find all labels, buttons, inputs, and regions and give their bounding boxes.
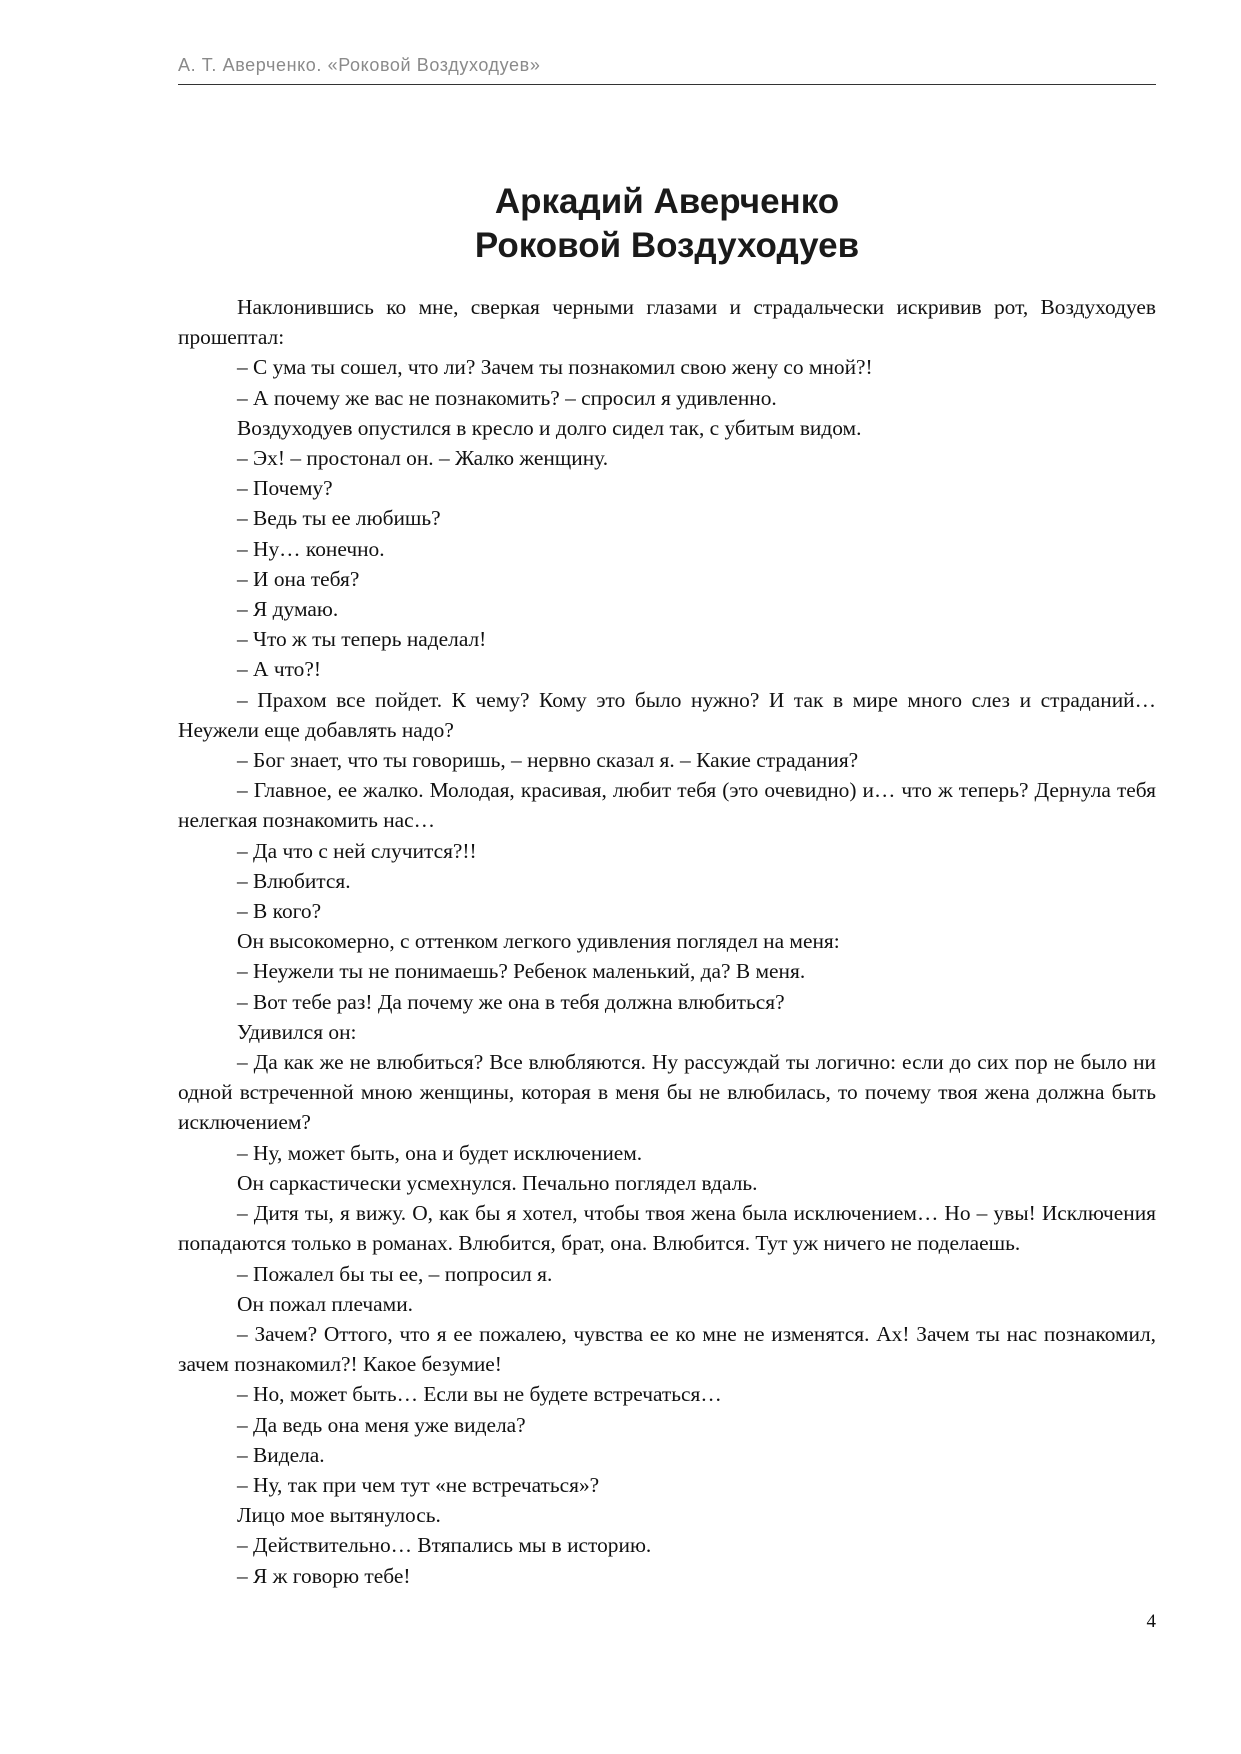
paragraph: Воздуходуев опустился в кресло и долго сидел так, с убитым видом. [237,415,862,440]
paragraph: – А почему же вас не познакомить? – спросил я удивленно. [237,385,777,410]
paragraph: – А что?! [237,657,321,682]
paragraph: – Но, может быть… Если вы не будете встречаться… [237,1382,722,1407]
paragraph: – Неужели ты не понимаешь? Ребенок маленький, да? В меня. [237,959,806,984]
paragraph: – Да как же не влюбиться? Все влюбляются. Ну рассуждай ты логично: если до сих пор не было ни одной встреченной мною женщины, которая в меня бы не влюбилась, то почему твоя жена должна быть исключением? [178,1050,1156,1135]
paragraph: – Вот тебе раз! Да почему же она в тебя должна влюбиться? [237,989,785,1014]
paragraph: – В кого? [237,899,322,924]
paragraph: – Прахом все пойдет. К чему? Кому это было нужно? И так в мире много слез и страданий… Неужели еще добавлять надо? [178,687,1156,742]
running-header: А. Т. Аверченко. «Роковой Воздуходуев» [178,55,1156,85]
paragraph: – Ну… конечно. [237,536,385,561]
paragraph: – Видела. [237,1442,325,1467]
paragraph: Лицо мое вытянулось. [237,1503,441,1528]
author-name: Аркадий Аверченко [494,182,840,221]
paragraph: Он высокомерно, с оттенком легкого удивления поглядел на меня: [237,929,840,954]
paragraph: – Почему? [237,476,333,501]
paragraph: – Ну, так при чем тут «не встречаться»? [237,1472,600,1497]
paragraph: – Зачем? Оттого, что я ее пожалею, чувства ее ко мне не изменятся. Ах! Зачем ты нас познакомил, зачем познакомил?! Какое безумие! [178,1321,1156,1377]
paragraph: – Я ж говорю тебе! [237,1563,411,1588]
paragraph: – Действительно… Втяпались мы в историю. [237,1533,652,1558]
work-title: Роковой Воздуходуев [474,226,860,265]
paragraph: – Что ж ты теперь наделал! [237,627,487,652]
paragraph: Он саркастически усмехнулся. Печально поглядел вдаль. [237,1170,758,1195]
paragraph: – Бог знает, что ты говоришь, – нервно сказал я. – Какие страдания? [237,748,859,773]
page-number: 4 [1146,1611,1156,1632]
paragraph: – Главное, ее жалко. Молодая, красивая, любит тебя (это очевидно) и… что ж теперь? Дернула тебя нелегкая познакомить нас… [178,778,1156,833]
paragraph: – И она тебя? [237,566,360,591]
paragraph: – Дитя ты, я вижу. О, как бы я хотел, чтобы твоя жена была исключением… Но – увы! Исключения попадаются только в романах. Влюбится, брат, она. Влюбится. Тут уж ничего не поделаешь. [178,1201,1156,1256]
paragraph: – Я думаю. [237,597,339,622]
paragraph: Наклонившись ко мне, сверкая черными глазами и страдальчески искривив рот, Воздуходуев прошептал: [178,295,1156,350]
paragraph: Удивился он: [237,1019,357,1044]
paragraph: – Пожалел бы ты ее, – попросил я. [237,1261,553,1286]
title-block [178,180,1156,268]
body-text [178,292,1156,1591]
paragraph: Он пожал плечами. [237,1291,414,1316]
paragraph: – Влюбится. [237,868,351,893]
paragraph: – Да что с ней случится?!! [237,838,477,863]
paragraph: – Да ведь она меня уже видела? [237,1412,526,1437]
paragraph: – С ума ты сошел, что ли? Зачем ты познакомил свою жену со мной?! [237,355,873,380]
paragraph: – Ну, может быть, она и будет исключением. [237,1140,643,1165]
paragraph: – Эх! – простонал он. – Жалко женщину. [237,446,609,471]
paragraph: – Ведь ты ее любишь? [237,506,441,531]
